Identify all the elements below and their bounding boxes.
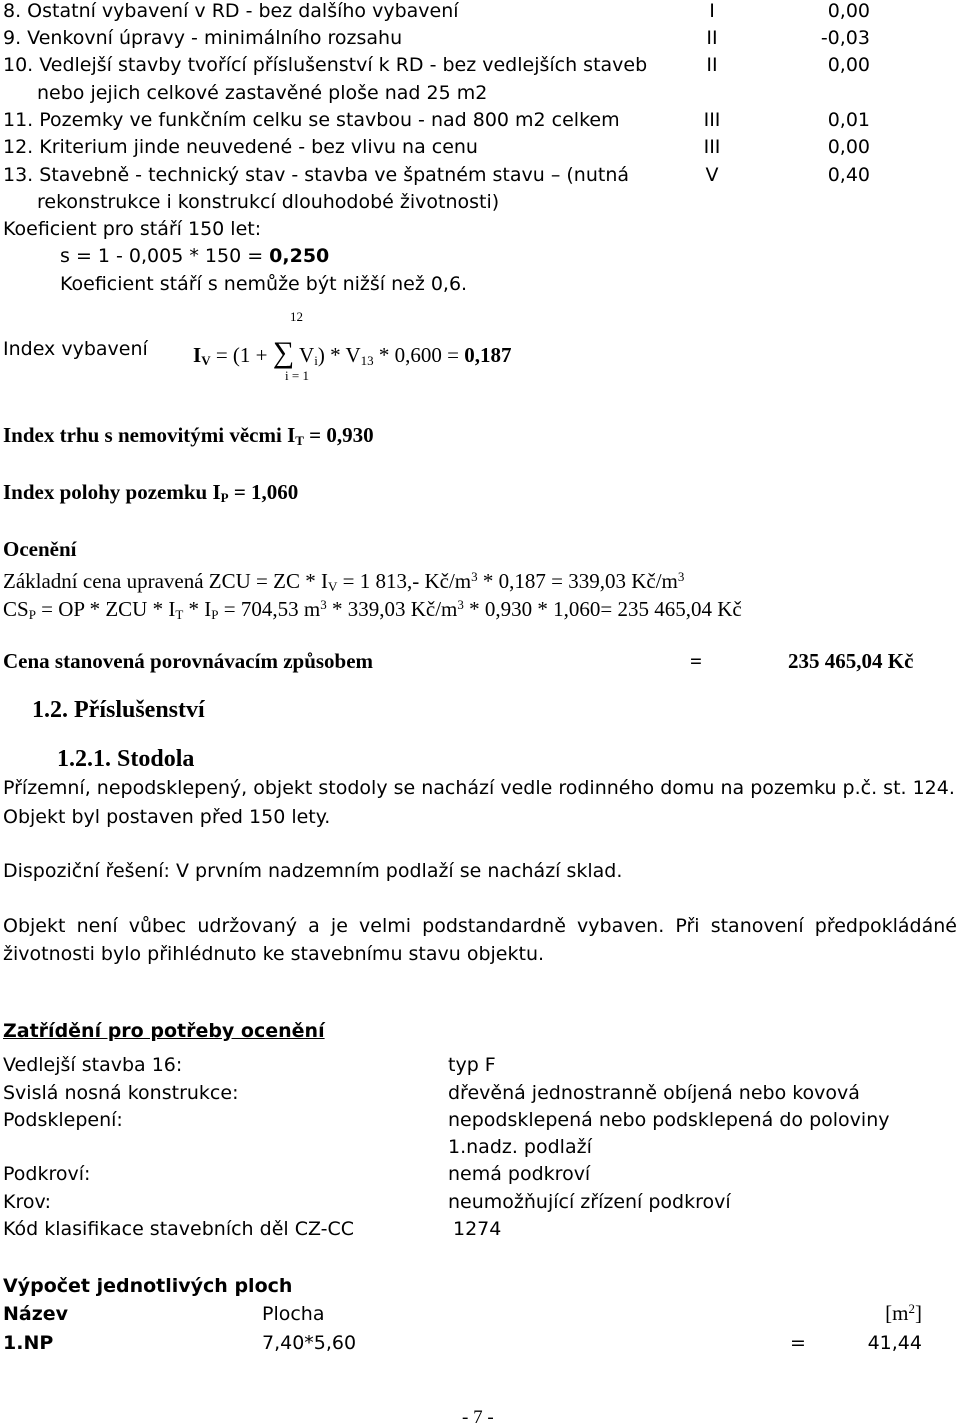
price-value: 235 465,04 Kč (788, 649, 914, 673)
item-9-value: -0,03 (820, 27, 870, 49)
section-title: 1.2. Příslušenství (32, 697, 205, 723)
areas-row-formula: 7,40*5,60 (262, 1332, 357, 1354)
areas-col-area: Plocha (262, 1303, 325, 1325)
item-13-class: V (705, 164, 719, 186)
classification-heading: Zatřídění pro potřeby ocenění (3, 1020, 325, 1042)
index-v-formula: $I_V = (1$ + ∑ $V_i) * V_{13} * 0,600 = 0,187$ (193, 336, 512, 369)
age-note: Koeficient stáří s nemůže být nižší než 0,6. (60, 273, 468, 295)
class-label-konstrukce: Svislá nosná konstrukce: (3, 1082, 239, 1104)
price-label: Cena stanovená porovnávacím způsobem (3, 649, 374, 673)
item-9-text: 9. Venkovní úpravy - minimálního rozsahu (3, 27, 403, 49)
item-11-text: 11. Pozemky ve funkčním celku se stavbou - nad 800 m2 celkem (3, 109, 620, 131)
areas-row-name: 1.NP (3, 1332, 54, 1354)
item-12-text: 12. Kriterium jinde neuvedené - bez vlivu na cenu (3, 136, 478, 158)
sigma-symbol: ∑ (272, 336, 295, 369)
age-result: 0,250 (269, 245, 330, 267)
class-value-podkrovi: nemá podkroví (448, 1163, 591, 1185)
class-label-podsklepeni: Podsklepení: (3, 1109, 123, 1131)
class-value-kod: 1274 (453, 1218, 502, 1240)
item-12-class: III (703, 136, 721, 158)
item-10-text: 10. Vedlejší stavby tvořící příslušenství k RD - bez vedlejších staveb (3, 54, 648, 76)
item-8-value: 0,00 (827, 0, 870, 22)
class-label-podkrovi: Podkroví: (3, 1163, 91, 1185)
item-13-text: 13. Stavebně - technický stav - stavba ve špatném stavu – (nutná (3, 164, 630, 186)
class-label-stavba: Vedlejší stavba 16: (3, 1054, 183, 1076)
item-13-text-cont: rekonstrukce i konstrukcí dlouhodobé životnosti) (37, 191, 500, 213)
item-8-class: I (709, 0, 715, 22)
class-value-stavba: typ F (448, 1054, 496, 1076)
class-value-krov: neumožňující zřízení podkroví (448, 1191, 731, 1213)
index-v-label: Index vybavení (3, 338, 148, 360)
valuation-line-2: $CS_P$ = OP * ZCU * $I_T * I_P = 704,53$ $m^3 * 339,03$ $Kč/m^3 * 0,930 * 1,060= 235$ 465,04 Kč (3, 597, 742, 622)
areas-col-name: Název (3, 1303, 69, 1325)
areas-row-equals: = (790, 1332, 806, 1354)
class-value-podsklepeni: nepodsklepená nebo podsklepená do poloviny (448, 1109, 890, 1131)
areas-col-unit: $[m^2]$ (885, 1301, 922, 1325)
description-p3b: životnosti bylo přihlédnuto ke stavebnímu stavu objektu. (3, 943, 545, 965)
areas-row-value: 41,44 (867, 1332, 922, 1354)
sum-lower-limit: i = 1 (285, 368, 309, 383)
item-10-class: II (706, 54, 718, 76)
item-9-class: II (706, 27, 718, 49)
item-11-class: III (703, 109, 721, 131)
areas-heading: Výpočet jednotlivých ploch (3, 1275, 293, 1297)
description-p3a: Objekt není vůbec udržovaný a je velmi podstandardně vybaven. Při stanovení předpokládáné (3, 915, 957, 937)
age-formula: s = 1 - 0,005 * 150 = 0,250 (60, 245, 330, 267)
class-label-krov: Krov: (3, 1191, 52, 1213)
sum-upper-limit: 12 (290, 309, 303, 324)
item-11-value: 0,01 (827, 109, 870, 131)
item-13-value: 0,40 (827, 164, 870, 186)
subsection-title: 1.2.1. Stodola (57, 746, 195, 772)
price-equals: = (690, 649, 702, 673)
description-p1b: Objekt byl postaven před 150 lety. (3, 806, 331, 828)
class-value-podsklepeni-cont: 1.nadz. podlaží (448, 1136, 592, 1158)
page-number: - 7 - (462, 1407, 494, 1428)
index-v-result: 0,187 (464, 343, 512, 367)
item-12-value: 0,00 (827, 136, 870, 158)
index-p: Index polohy pozemku $I_P = 1,060$ (3, 480, 299, 505)
class-label-kod: Kód klasifikace stavebních děl CZ-CC (3, 1218, 355, 1240)
item-10-text-cont: nebo jejich celkové zastavěné ploše nad 25 m2 (37, 82, 488, 104)
class-value-konstrukce: dřevěná jednostranně obíjená nebo kovová (448, 1082, 860, 1104)
age-heading: Koeficient pro stáří 150 let: (3, 218, 262, 240)
valuation-heading: Ocenění (3, 537, 77, 561)
item-10-value: 0,00 (827, 54, 870, 76)
index-t: Index trhu s nemovitými věcmi $I_T = 0,930$ (3, 423, 374, 448)
description-p2: Dispoziční řešení: V prvním nadzemním podlaží se nachází sklad. (3, 860, 623, 882)
valuation-line-1: Základní cena upravená ZCU = ZC * $I_V = 1$ 813,- $Kč/m^3 * 0,187 = 339,03$ $Kč/m^3$ (3, 569, 685, 594)
item-8-text: 8. Ostatní vybavení v RD - bez dalšího vybavení (3, 0, 459, 22)
description-p1: Přízemní, nepodsklepený, objekt stodoly se nachází vedle rodinného domu na pozemku p.č. st. 124. (3, 777, 955, 799)
